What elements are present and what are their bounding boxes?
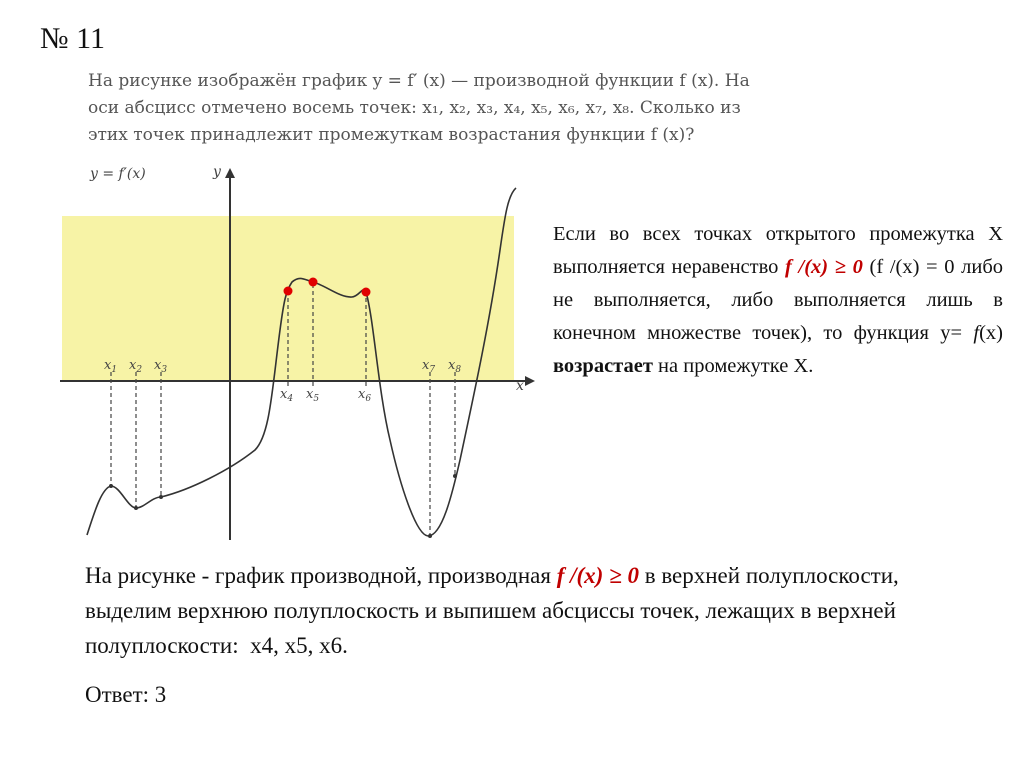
func-label: y = f′(x)	[90, 166, 146, 182]
solution-condition: f /(x) ≥ 0	[556, 563, 639, 588]
x-axis-arrow	[525, 376, 535, 386]
x-axis-label: x	[516, 378, 524, 394]
label-x8: $x_8$	[448, 358, 462, 375]
label-x5: $x_5$	[306, 387, 320, 404]
label-x4: $x_4$	[280, 387, 294, 404]
problem-line-2: оси абсцисс отмечено восемь точек: x₁, x₂, x₃, x₄, x₅, x₆, x₇, x₈. Сколько из	[88, 98, 741, 118]
definition-text	[553, 218, 1003, 383]
curve-point-x7	[428, 534, 432, 538]
definition-x: (x)	[979, 322, 1004, 344]
problem-line-3: этих точек принадлежит промежуткам возрастания функции f (x)?	[88, 125, 695, 145]
curve-point-x1	[109, 484, 113, 488]
definition-part-1: Если во всех точках открытого промежутка X выполняется неравенство	[553, 223, 1003, 278]
red-point-x5	[309, 278, 318, 287]
definition-f: f	[973, 322, 980, 344]
label-x3: $x_3$	[154, 358, 168, 375]
red-point-x6	[362, 288, 371, 297]
definition-condition: f /(x) ≥ 0	[785, 256, 863, 278]
problem-number: № 11	[40, 22, 106, 55]
red-point-x4	[284, 287, 293, 296]
problem-line-1: На рисунке изображён график y = f′ (x) — производной функции f (x). На	[88, 71, 750, 91]
answer: Ответ: 3	[85, 682, 167, 707]
label-x6: $x_6$	[358, 387, 372, 404]
solution-part-2: в верхней полуплоскости, выделим верхнюю полуплоскость и выпишем абсциссы точек, лежащих в верхней полуплоскости:	[85, 563, 899, 658]
y-axis-arrow	[225, 168, 235, 178]
derivative-graph	[60, 150, 540, 550]
label-x1: $x_1$	[104, 358, 118, 375]
y-axis-label: y	[213, 164, 221, 180]
definition-bold: возрастает	[553, 355, 653, 377]
problem-statement	[88, 68, 828, 149]
solution-text	[85, 558, 925, 663]
label-x7: $x_7$	[422, 358, 436, 375]
solution-points: x4, x5, x6.	[250, 633, 348, 658]
definition-part-3: на промежутке X.	[658, 355, 814, 377]
definition-part-2: (f /(x) = 0 либо не выполняется, либо выполняется лишь в конечном множестве точек), то функция y=	[553, 256, 1004, 344]
curve-point-x8	[453, 474, 457, 478]
curve-point-x2	[134, 506, 138, 510]
solution-part-1: На рисунке - график производной, производная	[85, 563, 551, 588]
curve-point-x3	[159, 495, 163, 499]
label-x2: $x_2$	[129, 358, 143, 375]
